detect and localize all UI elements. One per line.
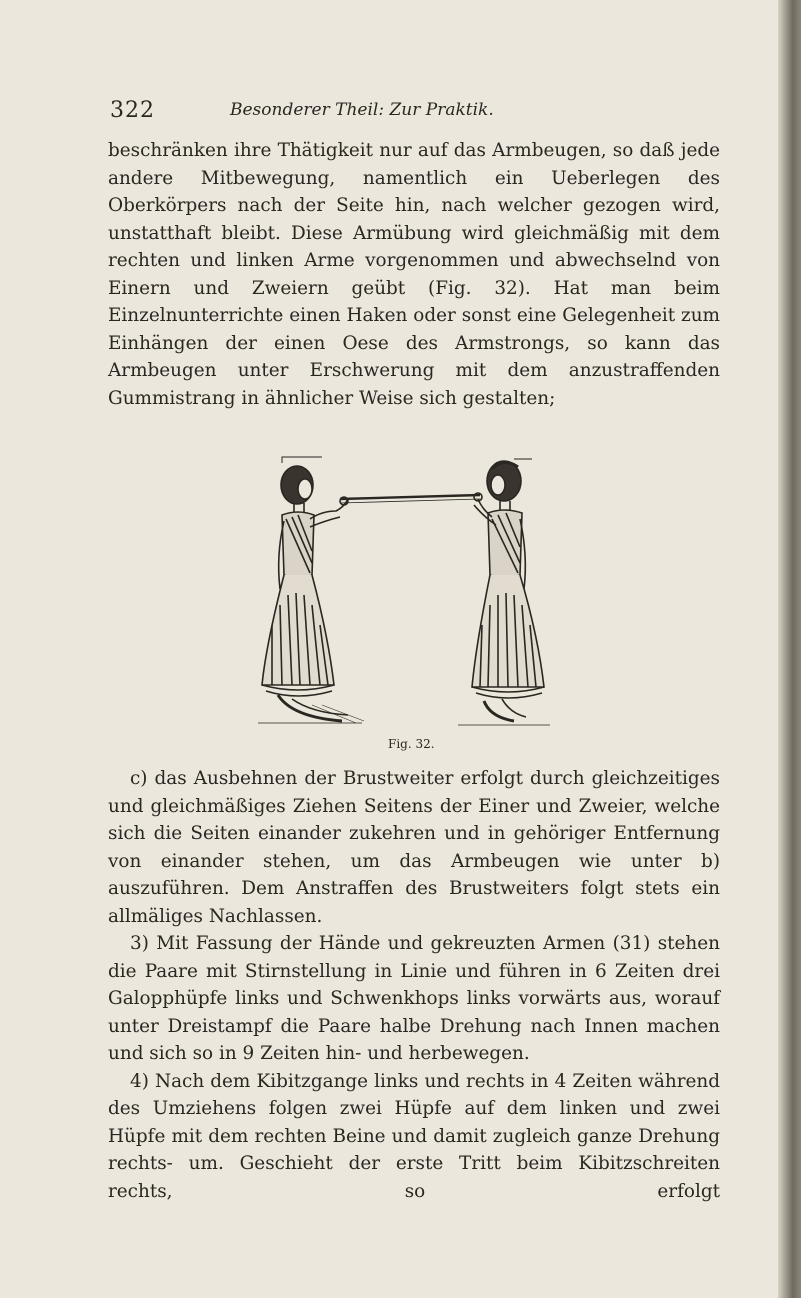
running-title: Besonderer Theil: Zur Praktik.	[230, 100, 494, 120]
figure-illustration	[252, 455, 552, 730]
figure-caption: Fig. 32.	[388, 737, 435, 751]
paragraph-c: c) das Ausbehnen der Brustweiter erfolgt durch gleichzeitiges und gleichmäßiges Ziehen Seitens der Einer und Zweier, welche sich die Seiten einander zukehren und in gehöriger Entfernung von einander stehen, um das Armbeugen wie unter b) auszuführen. Dem Anstraffen des Brustweiters folgt stets ein allmäliges Nachlassen.	[108, 768, 720, 927]
body-paragraph: beschränken ihre Thätigkeit nur auf das Armbeugen, so daß jede andere Mitbewegung, namentlich ein Ueberlegen des Oberkörpers nach der Seite hin, nach welcher gezogen wird, unstatthaft bleibt. Diese Armübung wird gleichmäßig mit dem rechten und linken Arme vorgenommen und abwechselnd von Einern und Zweiern geübt (Fig. 32). Hat man beim Einzelnunterrichte einen Haken oder sonst eine Gelegenheit zum Einhängen der einen Oese des Armstrongs, so kann das Armbeugen unter Erschwerung mit dem anzustraffenden Gummistrang in ähnlicher Weise sich gestalten;	[108, 140, 720, 409]
page-header	[110, 98, 715, 128]
body-text-continued	[108, 765, 720, 1205]
two-figures-stretching-band-illustration	[252, 455, 552, 730]
paragraph-3: 3) Mit Fassung der Hände und gekreuzten Armen (31) stehen die Paare mit Stirnstellung in Linie und führen in 6 Zeiten drei Galopphüpfe links und Schwenkhops links vorwärts aus, worauf unter Dreistampf die Paare halbe Drehung nach Innen machen und sich so in 9 Zeiten hin- und herbewegen.	[108, 933, 720, 1064]
page-number: 322	[110, 98, 155, 123]
paragraph-4: 4) Nach dem Kibitzgange links und rechts in 4 Zeiten während des Umziehens folgen zwei Hüpfe auf dem linken und zwei Hüpfe mit dem rechten Beine und damit zugleich ganze Drehung rechts- um. Geschieht der erste Tritt beim Kibitzschreiten rechts, so erfolgt	[108, 1070, 720, 1202]
page-edge-shadow	[778, 0, 801, 1298]
